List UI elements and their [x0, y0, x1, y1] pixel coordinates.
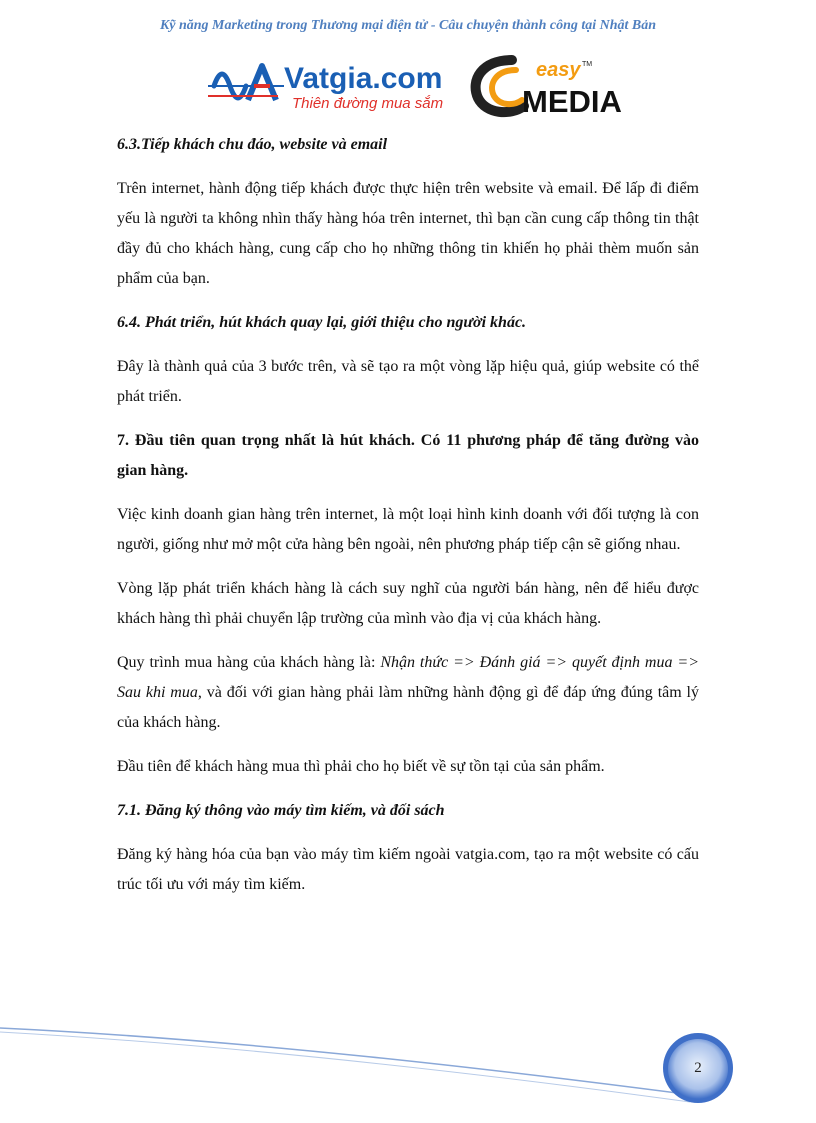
paragraph: Đây là thành quả của 3 bước trên, và sẽ tạo ra một vòng lặp hiệu quả, giúp website có thể phát triển. [117, 358, 699, 405]
paragraph: Đăng ký hàng hóa của bạn vào máy tìm kiếm ngoài vatgia.com, tạo ra một website có cấu trúc tối ưu với máy tìm kiếm. [117, 846, 699, 893]
running-header: Kỹ năng Marketing trong Thương mại điện tử - Câu chuyện thành công tại Nhật Bản [159, 18, 657, 33]
section-heading-7: 7. Đầu tiên quan trọng nhất là hút khách. Có 11 phương pháp để tăng đường vào gian hàng. [117, 432, 699, 479]
paragraph: Việc kinh doanh gian hàng trên internet, là một loại hình kinh doanh với đối tượng là con người, giống như mở một cửa hàng bên ngoài, nên phương pháp tiếp cận sẽ giống nhau. [117, 506, 699, 553]
vatgia-tagline: Thiên đường mua sắm [292, 95, 444, 112]
logo-banner [0, 52, 816, 122]
page-number: 2 [694, 1060, 702, 1076]
section-heading-6-3: 6.3.Tiếp khách chu đáo, website và email [117, 136, 388, 153]
paragraph-purchase-process [117, 648, 699, 738]
document-body [117, 130, 699, 914]
italic-process: Nhận thức => Đánh giá => quyết định mua => Sau khi mua [117, 654, 700, 701]
vatgia-logo [208, 56, 460, 116]
page-number-badge [662, 1032, 734, 1104]
text-run: , và đối với gian hàng phải làm những hành động gì để đáp ứng đúng tâm lý của khách hàng. [117, 684, 700, 731]
text-run: Quy trình mua hàng của khách hàng là: [117, 654, 381, 671]
paragraph: Vòng lặp phát triển khách hàng là cách suy nghĩ của người bán hàng, nên để hiểu được khách hàng thì phải chuyển lập trường của mình vào địa vị của khách hàng. [117, 580, 699, 627]
easy-trademark: TM [582, 61, 593, 68]
section-heading-6-4: 6.4. Phát triển, hút khách quay lại, giới thiệu cho người khác. [117, 314, 527, 331]
media-word: MEDIA [522, 84, 622, 118]
section-heading-7-1: 7.1. Đăng ký thông vào máy tìm kiếm, và đối sách [117, 802, 445, 819]
paragraph: Trên internet, hành động tiếp khách được thực hiện trên website và email. Để lấp đi điểm yếu là người ta không nhìn thấy hàng hóa trên internet, thì bạn cần cung cấp thông tin thật đầy đủ cho khách hàng, cung cấp cho họ những thông tin khiến họ phải thèm muốn sản phẩm của bạn. [117, 180, 699, 287]
vatgia-name: Vatgia.com [284, 62, 443, 95]
paragraph: Đầu tiên để khách hàng mua thì phải cho họ biết về sự tồn tại của sản phẩm. [117, 758, 605, 775]
easy-media-logo [466, 54, 626, 118]
easy-word: easy [536, 59, 581, 81]
